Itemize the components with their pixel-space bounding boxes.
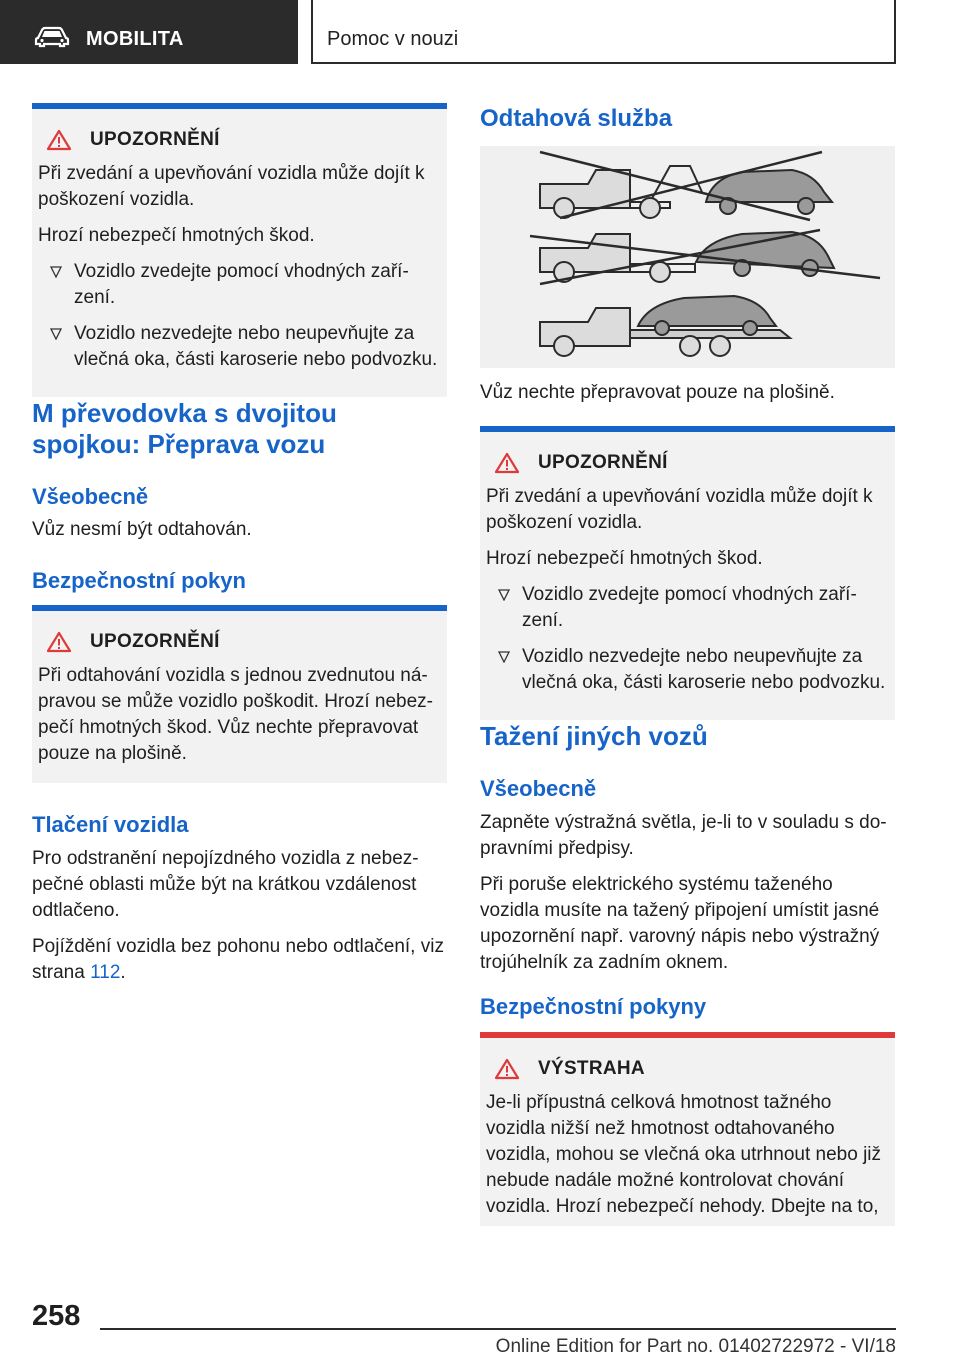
- towing-illustration: [480, 146, 895, 368]
- warning-triangle-icon: [494, 1058, 520, 1080]
- subheading-general: Všeobecně: [480, 776, 597, 801]
- bullet-triangle-icon: [50, 328, 62, 340]
- subheading-safety: Bezpečnostní pokyn: [32, 568, 246, 593]
- warning-triangle-icon: [46, 129, 72, 151]
- warning-text: Při zvedání a upevňování vozidla může dojít k poškození vozidla.: [486, 486, 873, 533]
- warning-triangle-icon: [494, 452, 520, 474]
- warning-triangle-icon: [46, 631, 72, 653]
- general-text: Vůz nesmí být odtahován.: [32, 519, 252, 540]
- warning-text: Je-li přípustná celková hmotnost tažného vozidla nižší než hmotnost odtahovaného vozidla, mohou se vlečná oka utrhnout nebo již nebude nadále možné kontrolovat chování vozidla. Hrozí nebezpečí nehody. Dbejte na to,: [486, 1092, 882, 1217]
- chapter-label: Pomoc v nouzi: [327, 28, 459, 50]
- bullet-triangle-icon: [50, 266, 62, 278]
- warning-text: Hrozí nebezpečí hmotných škod.: [38, 225, 315, 246]
- tow-trucks-image: [480, 146, 895, 368]
- paragraph: Pro odstranění nepojízdného vozidla z nebez-pečné oblasti může být na krátkou vzdálenost odtlačeno.: [32, 848, 419, 921]
- warning-text: Při odtahování vozidla s jednou zvednutou ná-pravou se může vozidlo poškodit. Hrozí nebez-pečí hmotných škod. Vůz nechte přepravovat pouze na plošině.: [38, 665, 433, 764]
- warning-box-2: [32, 605, 447, 783]
- section-tab[interactable]: [0, 0, 298, 64]
- subheading-push: Tlačení vozidla: [32, 812, 189, 837]
- warning-box-3: [480, 426, 895, 720]
- page-link[interactable]: 112: [90, 962, 121, 983]
- chapter-tab[interactable]: [311, 0, 896, 64]
- list-item: Vozidlo zvedejte pomocí vhodných zaří-zení.: [486, 582, 889, 634]
- image-caption: Vůz nechte přepravovat pouze na plošině.: [480, 382, 835, 403]
- bullet-triangle-icon: [498, 651, 510, 663]
- paragraph: Při poruše elektrického systému taženého vozidla musíte na tažený připojení umístit jasné upozornění např. varovný nápis nebo výstražný trojúhelník za zadním oknem.: [480, 874, 880, 973]
- warning-text: Hrozí nebezpečí hmotných škod.: [486, 548, 763, 569]
- subheading-general: Všeobecně: [32, 484, 149, 509]
- subheading-safety: Bezpečnostní pokyny: [480, 994, 707, 1019]
- towing-text: [480, 810, 895, 986]
- warning-box-1: [32, 103, 447, 397]
- warning-title: UPOZORNĚNÍ: [486, 450, 889, 476]
- paragraph: Zapněte výstražná světla, je-li to v souladu s do-pravními předpisy.: [480, 812, 887, 859]
- warning-title: VÝSTRAHA: [486, 1056, 889, 1082]
- heading-towing-others: Tažení jiných vozů: [480, 721, 708, 751]
- push-text: [32, 846, 447, 996]
- list-item: Vozidlo zvedejte pomocí vhodných zaří-zení.: [38, 259, 441, 311]
- bullet-triangle-icon: [498, 589, 510, 601]
- page-number: 258: [32, 1300, 81, 1332]
- danger-box: [480, 1032, 895, 1226]
- section-label: MOBILITA: [86, 28, 184, 50]
- warning-title: UPOZORNĚNÍ: [38, 127, 441, 153]
- car-icon: [34, 26, 70, 48]
- paragraph: Pojíždění vozidla bez pohonu nebo odtlačení, viz strana 112.: [32, 936, 444, 983]
- warning-text: Při zvedání a upevňování vozidla může dojít k poškození vozidla.: [38, 163, 425, 210]
- edition-text: Online Edition for Part no. 01402722972 - VI/18: [495, 1336, 896, 1357]
- warning-title: UPOZORNĚNÍ: [38, 629, 441, 655]
- list-item: Vozidlo nezvedejte nebo neupevňujte za vlečná oka, části karoserie nebo podvozku.: [38, 321, 441, 373]
- footer-divider: [100, 1328, 896, 1330]
- heading-m-transport: M převodovka s dvojitou spojkou: Přeprava vozu: [32, 398, 337, 459]
- list-item: Vozidlo nezvedejte nebo neupevňujte za vlečná oka, části karoserie nebo podvozku.: [486, 644, 889, 696]
- heading-towing-service: Odtahová služba: [480, 105, 673, 132]
